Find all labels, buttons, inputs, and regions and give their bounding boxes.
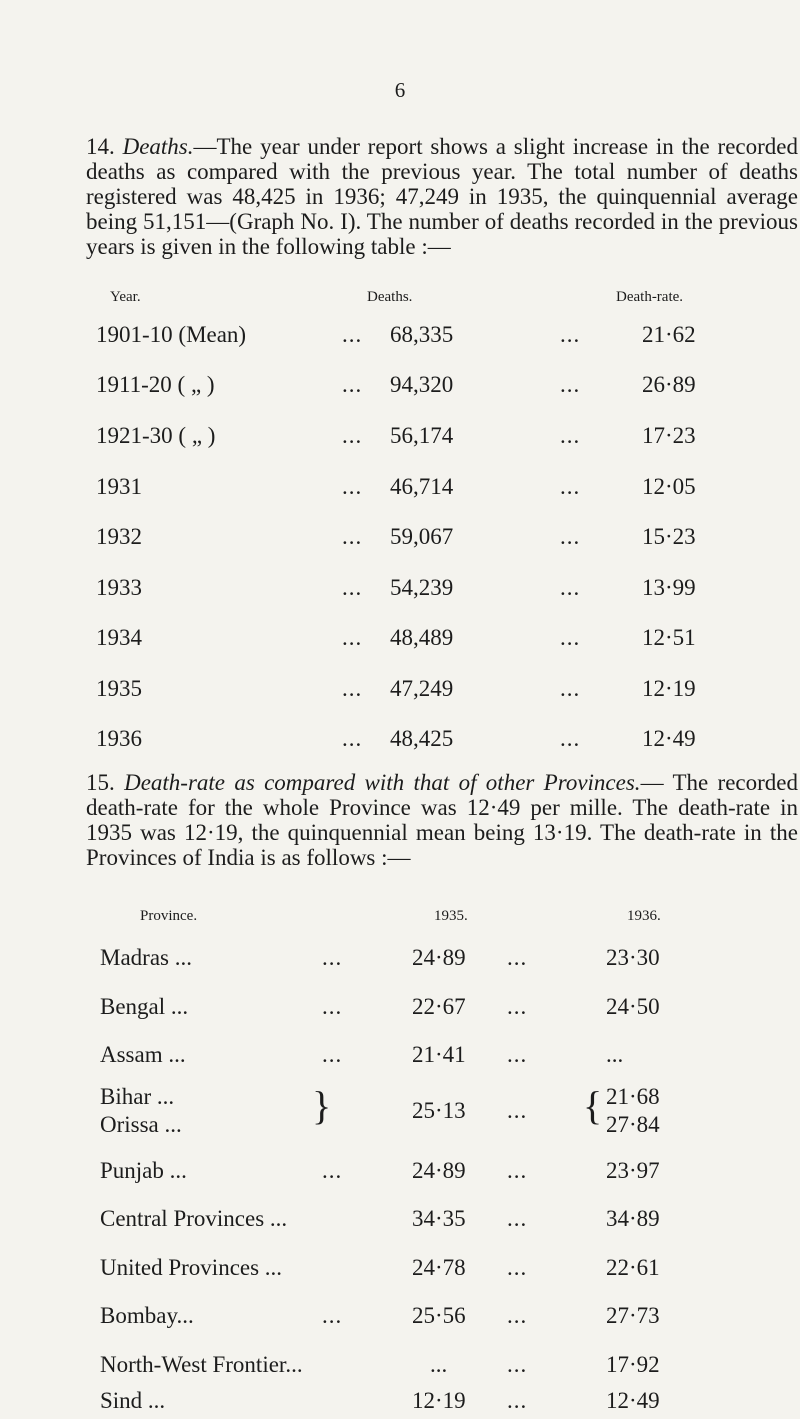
section-15-heading: Death-rate as compared with that of other Provinces. xyxy=(124,770,641,795)
value-1936-cell: 17·92 xyxy=(606,1352,660,1377)
value-1936-cell-orissa: 27·84 xyxy=(606,1112,660,1137)
province-cell: Madras ... xyxy=(100,945,192,970)
value-1936-cell: 34·89 xyxy=(606,1206,660,1231)
deaths-cell: 94,320 xyxy=(390,372,454,397)
right-brace-icon: } xyxy=(312,1083,332,1128)
table-row xyxy=(0,1042,800,1072)
section-15-number: 15. xyxy=(86,770,115,795)
province-cell-orissa: Orissa ... xyxy=(100,1112,182,1137)
rate-cell: 17·23 xyxy=(642,423,696,448)
value-1935-cell: ... xyxy=(430,1352,448,1377)
leader-dots: ... xyxy=(507,1388,528,1413)
table-row xyxy=(0,994,800,1024)
table-row-bihar-orissa-values xyxy=(0,1098,800,1128)
year-cell: 1921-30 ( „ ) xyxy=(96,423,216,448)
page-number: 6 xyxy=(394,78,406,102)
value-1936-cell-bihar: 21·68 xyxy=(606,1084,660,1109)
rate-cell: 13·99 xyxy=(642,575,696,600)
section-15-paragraph xyxy=(48,770,798,870)
province-cell: United Provinces ... xyxy=(100,1255,283,1280)
value-1935-cell: 12·19 xyxy=(412,1388,466,1413)
table-row xyxy=(0,474,800,504)
table-row xyxy=(0,1352,800,1382)
table-row xyxy=(0,1255,800,1285)
section-14-body: —The year under report shows a slight increase in the recorded deaths as compared with the previous year. The total number of deaths registered was 48,425 in 1936; 47,249 in 1935, the quinquennial average being 51,151—(Graph No. I). The number of deaths recorded in the previous years is given in the following table :— xyxy=(86,134,798,259)
leader-dots: ... xyxy=(560,524,581,549)
deaths-cell: 56,174 xyxy=(390,423,454,448)
section-15-body: — The recorded death-rate for the whole Province was 12·49 per mille. The death-rate in 1935 was 12·19, the quinquennial mean being 13·19. The death-rate in the Provinces of India is as follows :— xyxy=(86,770,798,870)
deaths-cell: 47,249 xyxy=(390,676,454,701)
province-cell: Bombay... xyxy=(100,1303,194,1328)
year-cell: 1934 xyxy=(96,625,142,650)
value-1935-cell: 34·35 xyxy=(412,1206,466,1231)
table-row xyxy=(0,676,800,706)
leader-dots: ... xyxy=(507,1352,528,1377)
province-cell: Bengal ... xyxy=(100,994,189,1019)
value-1935-cell: 21·41 xyxy=(412,1042,466,1067)
table-row xyxy=(0,1388,800,1418)
value-1935-cell: 24·78 xyxy=(412,1255,466,1280)
section-14-number: 14. xyxy=(86,134,115,159)
year-1935-header: 1935. xyxy=(434,908,468,924)
leader-dots: ... xyxy=(560,372,581,397)
leader-dots: ... xyxy=(322,945,343,970)
leader-dots: ... xyxy=(507,1042,528,1067)
year-cell: 1911-20 ( „ ) xyxy=(96,372,215,397)
rate-cell: 12·49 xyxy=(642,726,696,751)
value-1935-cell: 25·56 xyxy=(412,1303,466,1328)
table-row xyxy=(0,945,800,975)
leader-dots: ... xyxy=(560,423,581,448)
leader-dots: ... xyxy=(560,625,581,650)
value-1935-cell-bihar-orissa: 25·13 xyxy=(412,1098,466,1123)
rate-cell: 21·62 xyxy=(642,322,696,347)
value-1936-cell: ... xyxy=(606,1042,624,1067)
value-1935-cell: 22·67 xyxy=(412,994,466,1019)
leader-dots: ... xyxy=(507,1206,528,1231)
deaths-cell: 68,335 xyxy=(390,322,454,347)
value-1936-cell: 23·30 xyxy=(606,945,660,970)
deaths-cell: 48,489 xyxy=(390,625,454,650)
rate-cell: 26·89 xyxy=(642,372,696,397)
rate-cell: 12·05 xyxy=(642,474,696,499)
table-row xyxy=(0,1206,800,1236)
deaths-cell: 59,067 xyxy=(390,524,454,549)
leader-dots: ... xyxy=(322,1303,343,1328)
province-cell-bihar: Bihar ... xyxy=(100,1084,175,1109)
table-row xyxy=(0,322,800,352)
leader-dots: ... xyxy=(342,372,363,397)
leader-dots: ... xyxy=(560,726,581,751)
year-cell: 1933 xyxy=(96,575,142,600)
table-row xyxy=(0,524,800,554)
table-row xyxy=(0,1158,800,1188)
deaths-cell: 46,714 xyxy=(390,474,454,499)
leader-dots: ... xyxy=(507,1098,528,1123)
leader-dots: ... xyxy=(322,1158,343,1183)
province-cell: Central Provinces ... xyxy=(100,1206,288,1231)
value-1936-cell: 27·73 xyxy=(606,1303,660,1328)
death-rate-header: Death-rate. xyxy=(616,289,684,305)
leader-dots: ... xyxy=(560,474,581,499)
leader-dots: ... xyxy=(322,1042,343,1067)
value-1936-cell: 22·61 xyxy=(606,1255,660,1280)
value-1936-cell: 24·50 xyxy=(606,994,660,1019)
value-1935-cell: 24·89 xyxy=(412,945,466,970)
province-header: Province. xyxy=(140,908,198,924)
value-1936-cell: 23·97 xyxy=(606,1158,660,1183)
leader-dots: ... xyxy=(342,676,363,701)
leader-dots: ... xyxy=(560,575,581,600)
year-cell: 1932 xyxy=(96,524,142,549)
leader-dots: ... xyxy=(342,474,363,499)
province-cell: North-West Frontier... xyxy=(100,1352,303,1377)
leader-dots: ... xyxy=(507,994,528,1019)
left-brace-icon: { xyxy=(583,1083,603,1128)
rate-cell: 15·23 xyxy=(642,524,696,549)
leader-dots: ... xyxy=(507,1255,528,1280)
leader-dots: ... xyxy=(560,322,581,347)
table-row xyxy=(0,726,800,756)
table-row xyxy=(0,575,800,605)
leader-dots: ... xyxy=(342,423,363,448)
rate-cell: 12·51 xyxy=(642,625,696,650)
value-1935-cell: 24·89 xyxy=(412,1158,466,1183)
section-14-heading: Deaths. xyxy=(122,134,194,159)
table-row xyxy=(0,423,800,453)
rate-cell: 12·19 xyxy=(642,676,696,701)
table-row xyxy=(0,625,800,655)
table-row xyxy=(0,1303,800,1333)
province-cell: Assam ... xyxy=(100,1042,186,1067)
year-1936-header: 1936. xyxy=(627,908,661,924)
year-cell: 1931 xyxy=(96,474,142,499)
deaths-cell: 54,239 xyxy=(390,575,454,600)
section-14-paragraph xyxy=(48,134,798,259)
leader-dots: ... xyxy=(507,1303,528,1328)
leader-dots: ... xyxy=(507,1158,528,1183)
leader-dots: ... xyxy=(342,625,363,650)
province-cell: Sind ... xyxy=(100,1388,166,1413)
deaths-cell: 48,425 xyxy=(390,726,454,751)
leader-dots: ... xyxy=(342,575,363,600)
leader-dots: ... xyxy=(322,994,343,1019)
value-1936-cell: 12·49 xyxy=(606,1388,660,1413)
table-row xyxy=(0,372,800,402)
leader-dots: ... xyxy=(342,726,363,751)
year-header: Year. xyxy=(110,289,141,305)
year-cell: 1935 xyxy=(96,676,142,701)
year-cell: 1936 xyxy=(96,726,142,751)
deaths-header: Deaths. xyxy=(367,289,413,305)
leader-dots: ... xyxy=(342,322,363,347)
leader-dots: ... xyxy=(507,945,528,970)
leader-dots: ... xyxy=(560,676,581,701)
leader-dots: ... xyxy=(342,524,363,549)
province-cell: Punjab ... xyxy=(100,1158,187,1183)
year-cell: 1901-10 (Mean) xyxy=(96,322,247,347)
